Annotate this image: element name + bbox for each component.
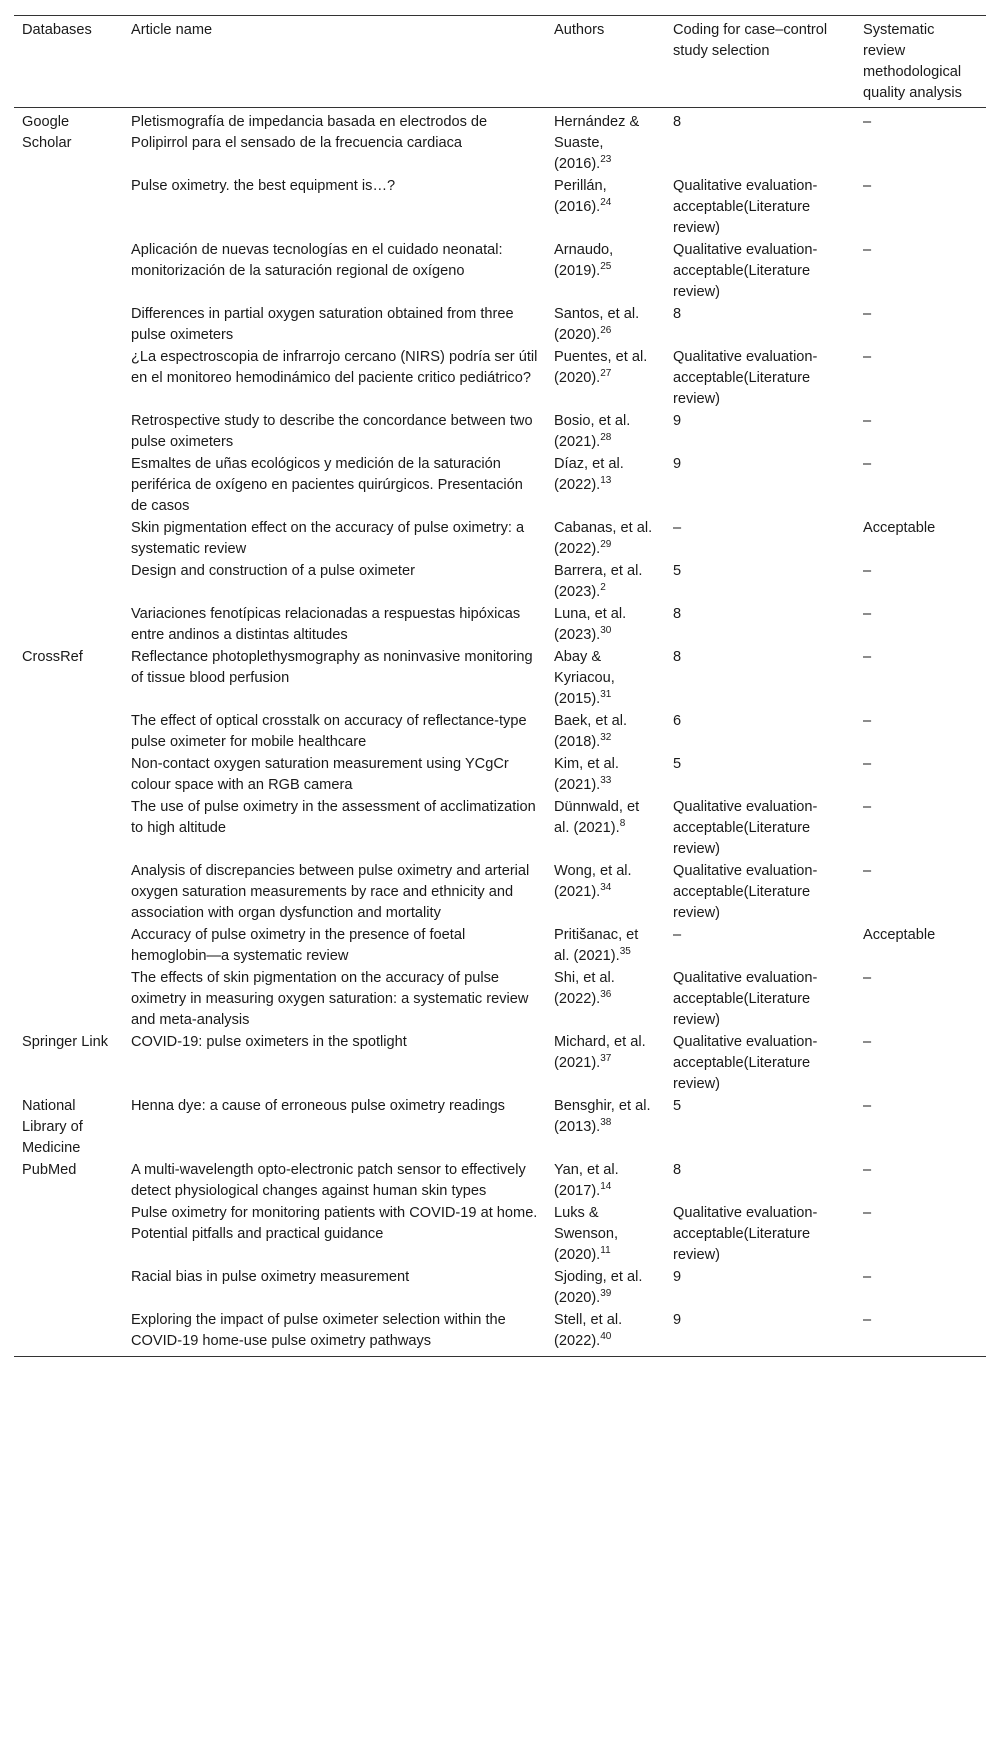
reference-number: 29 bbox=[600, 539, 612, 551]
authors-cell bbox=[546, 347, 665, 411]
table-row bbox=[14, 518, 986, 561]
table-row bbox=[14, 1160, 986, 1203]
coding-cell-text: 9 bbox=[673, 1312, 682, 1328]
coding-cell bbox=[665, 561, 855, 604]
quality-cell bbox=[855, 454, 986, 518]
header-article-name: Article name bbox=[123, 16, 546, 108]
authors-cell-text: Shi, et al. (2022). bbox=[554, 970, 615, 1007]
coding-cell bbox=[665, 240, 855, 304]
article-cell bbox=[123, 518, 546, 561]
article-cell-text: Accuracy of pulse oximetry in the presence of foetal hemoglobin—a systematic review bbox=[131, 927, 466, 964]
authors-cell-text: Stell, et al. (2022). bbox=[554, 1312, 623, 1349]
authors-cell bbox=[546, 925, 665, 968]
article-cell bbox=[123, 1267, 546, 1310]
quality-cell-text: – bbox=[863, 178, 872, 194]
coding-cell bbox=[665, 861, 855, 925]
article-cell bbox=[123, 1203, 546, 1267]
database-cell bbox=[14, 1203, 123, 1267]
reference-number: 35 bbox=[619, 946, 631, 958]
quality-cell bbox=[855, 108, 986, 177]
coding-cell bbox=[665, 1310, 855, 1357]
database-cell bbox=[14, 1096, 123, 1160]
quality-cell-text: – bbox=[863, 1162, 872, 1178]
database-cell bbox=[14, 925, 123, 968]
article-cell-text: Non-contact oxygen saturation measurement using YCgCr colour space with an RGB camera bbox=[131, 756, 509, 793]
reference-number: 39 bbox=[600, 1288, 612, 1300]
coding-cell-text: 9 bbox=[673, 1269, 682, 1285]
article-cell bbox=[123, 304, 546, 347]
reference-number: 31 bbox=[600, 689, 612, 701]
authors-cell-text: Cabanas, et al. (2022). bbox=[554, 520, 653, 557]
article-cell-text: Aplicación de nuevas tecnologías en el cuidado neonatal: monitorización de la saturación regional de oxígeno bbox=[131, 242, 503, 279]
quality-cell bbox=[855, 304, 986, 347]
coding-cell-text: Qualitative evaluation-acceptable(Literature review) bbox=[673, 242, 818, 300]
quality-cell bbox=[855, 797, 986, 861]
database-cell bbox=[14, 968, 123, 1032]
authors-cell bbox=[546, 518, 665, 561]
reference-number: 36 bbox=[600, 989, 612, 1001]
coding-cell-text: 5 bbox=[673, 756, 682, 772]
coding-cell bbox=[665, 108, 855, 177]
article-cell-text: Racial bias in pulse oximetry measurement bbox=[131, 1269, 410, 1285]
quality-cell bbox=[855, 1203, 986, 1267]
coding-cell-text: Qualitative evaluation-acceptable(Literature review) bbox=[673, 349, 818, 407]
coding-cell bbox=[665, 647, 855, 711]
coding-cell bbox=[665, 968, 855, 1032]
article-cell bbox=[123, 797, 546, 861]
article-cell bbox=[123, 108, 546, 177]
quality-cell-text: – bbox=[863, 1205, 872, 1221]
table-row bbox=[14, 925, 986, 968]
article-cell bbox=[123, 347, 546, 411]
authors-cell bbox=[546, 968, 665, 1032]
article-cell-text: Reflectance photoplethysmography as noninvasive monitoring of tissue blood perfusion bbox=[131, 649, 533, 686]
authors-cell-text: Bensghir, et al. (2013). bbox=[554, 1098, 651, 1135]
table-row bbox=[14, 711, 986, 754]
studies-table bbox=[14, 15, 986, 1357]
article-cell-text: Pulse oximetry. the best equipment is…? bbox=[131, 178, 396, 194]
reference-number: 24 bbox=[600, 197, 612, 209]
quality-cell bbox=[855, 711, 986, 754]
authors-cell-text: Dünnwald, et al. (2021). bbox=[554, 799, 640, 836]
quality-cell bbox=[855, 968, 986, 1032]
coding-cell bbox=[665, 754, 855, 797]
reference-number: 28 bbox=[600, 432, 612, 444]
authors-cell-text: Baek, et al. (2018). bbox=[554, 713, 628, 750]
coding-cell-text: Qualitative evaluation-acceptable(Literature review) bbox=[673, 1205, 818, 1263]
database-cell bbox=[14, 647, 123, 711]
article-cell bbox=[123, 604, 546, 647]
coding-cell bbox=[665, 925, 855, 968]
quality-cell bbox=[855, 925, 986, 968]
table-row bbox=[14, 797, 986, 861]
quality-cell bbox=[855, 1310, 986, 1357]
quality-cell bbox=[855, 1267, 986, 1310]
table-row bbox=[14, 968, 986, 1032]
reference-number: 30 bbox=[600, 625, 612, 637]
coding-cell-text: 8 bbox=[673, 1162, 682, 1178]
database-cell-text: National Library of Medicine bbox=[22, 1098, 83, 1156]
article-cell bbox=[123, 925, 546, 968]
quality-cell bbox=[855, 347, 986, 411]
database-cell bbox=[14, 108, 123, 177]
table-row bbox=[14, 454, 986, 518]
quality-cell-text: – bbox=[863, 1269, 872, 1285]
table-row bbox=[14, 1267, 986, 1310]
coding-cell bbox=[665, 176, 855, 240]
article-cell-text: Esmaltes de uñas ecológicos y medición de la saturación periférica de oxígeno en pacientes quirúrgicos. Presentación de casos bbox=[131, 456, 523, 514]
header-databases: Databases bbox=[14, 16, 123, 108]
article-cell-text: Variaciones fenotípicas relacionadas a respuestas hipóxicas entre andinos a distintas altitudes bbox=[131, 606, 521, 643]
authors-cell bbox=[546, 604, 665, 647]
authors-cell-text: Michard, et al. (2021). bbox=[554, 1034, 646, 1071]
quality-cell-text: – bbox=[863, 456, 872, 472]
article-cell bbox=[123, 647, 546, 711]
article-cell bbox=[123, 454, 546, 518]
authors-cell-text: Sjoding, et al. (2020). bbox=[554, 1269, 643, 1306]
table-row bbox=[14, 604, 986, 647]
database-cell-text: Google Scholar bbox=[22, 114, 72, 151]
authors-cell bbox=[546, 1160, 665, 1203]
quality-cell bbox=[855, 518, 986, 561]
article-cell-text: Design and construction of a pulse oximeter bbox=[131, 563, 415, 579]
database-cell bbox=[14, 240, 123, 304]
reference-number: 11 bbox=[600, 1245, 611, 1257]
coding-cell bbox=[665, 454, 855, 518]
article-cell-text: The effects of skin pigmentation on the accuracy of pulse oximetry in measuring oxygen saturation: a systematic review and meta-analysis bbox=[131, 970, 529, 1028]
database-cell bbox=[14, 754, 123, 797]
coding-cell-text: – bbox=[673, 927, 682, 943]
quality-cell-text: – bbox=[863, 756, 872, 772]
coding-cell bbox=[665, 347, 855, 411]
authors-cell-text: Kim, et al. (2021). bbox=[554, 756, 619, 793]
header-coding: Coding for case–control study selection bbox=[665, 16, 855, 108]
authors-cell bbox=[546, 647, 665, 711]
quality-cell-text: – bbox=[863, 1098, 872, 1114]
coding-cell-text: Qualitative evaluation-acceptable(Literature review) bbox=[673, 1034, 818, 1092]
coding-cell-text: 8 bbox=[673, 649, 682, 665]
table-body bbox=[14, 108, 986, 1357]
table-header bbox=[14, 16, 986, 108]
article-cell bbox=[123, 861, 546, 925]
coding-cell-text: 9 bbox=[673, 413, 682, 429]
coding-cell-text: Qualitative evaluation-acceptable(Literature review) bbox=[673, 970, 818, 1028]
authors-cell-text: Hernández & Suaste, (2016). bbox=[554, 114, 640, 172]
reference-number: 34 bbox=[600, 882, 612, 894]
coding-cell bbox=[665, 604, 855, 647]
quality-cell bbox=[855, 1160, 986, 1203]
quality-cell-text: – bbox=[863, 114, 872, 130]
quality-cell-text: – bbox=[863, 799, 872, 815]
article-cell bbox=[123, 754, 546, 797]
quality-cell bbox=[855, 604, 986, 647]
authors-cell-text: Puentes, et al. (2020). bbox=[554, 349, 648, 386]
coding-cell bbox=[665, 1032, 855, 1096]
authors-cell bbox=[546, 561, 665, 604]
coding-cell bbox=[665, 1203, 855, 1267]
authors-cell bbox=[546, 1032, 665, 1096]
authors-cell-text: Wong, et al. (2021). bbox=[554, 863, 632, 900]
table-row bbox=[14, 347, 986, 411]
authors-cell-text: Arnaudo, (2019). bbox=[554, 242, 614, 279]
quality-cell bbox=[855, 1096, 986, 1160]
article-cell bbox=[123, 968, 546, 1032]
reference-number: 38 bbox=[600, 1117, 612, 1129]
table-row bbox=[14, 108, 986, 177]
database-cell-text: CrossRef bbox=[22, 649, 83, 665]
database-cell bbox=[14, 411, 123, 454]
coding-cell bbox=[665, 1160, 855, 1203]
article-cell-text: Pulse oximetry for monitoring patients with COVID-19 at home. Potential pitfalls and practical guidance bbox=[131, 1205, 538, 1242]
quality-cell bbox=[855, 861, 986, 925]
authors-cell-text: Pritišanac, et al. (2021). bbox=[554, 927, 639, 964]
article-cell-text: Analysis of discrepancies between pulse oximetry and arterial oxygen saturation measurements by race and ethnicity and association with organ dysfunction and mortality bbox=[131, 863, 530, 921]
authors-cell-text: Díaz, et al. (2022). bbox=[554, 456, 624, 493]
authors-cell bbox=[546, 711, 665, 754]
reference-number: 40 bbox=[600, 1331, 612, 1343]
authors-cell bbox=[546, 1203, 665, 1267]
table-row bbox=[14, 1032, 986, 1096]
database-cell bbox=[14, 561, 123, 604]
coding-cell-text: – bbox=[673, 520, 682, 536]
reference-number: 13 bbox=[600, 475, 612, 487]
table-row bbox=[14, 1096, 986, 1160]
authors-cell bbox=[546, 454, 665, 518]
database-cell bbox=[14, 1267, 123, 1310]
database-cell bbox=[14, 1160, 123, 1203]
reference-number: 8 bbox=[619, 818, 626, 830]
article-cell-text: A multi-wavelength opto-electronic patch sensor to effectively detect physiological changes against human skin types bbox=[131, 1162, 526, 1199]
article-cell bbox=[123, 411, 546, 454]
coding-cell-text: 8 bbox=[673, 606, 682, 622]
authors-cell bbox=[546, 1310, 665, 1357]
article-cell bbox=[123, 1310, 546, 1357]
header-authors: Authors bbox=[546, 16, 665, 108]
table-row bbox=[14, 240, 986, 304]
coding-cell-text: 5 bbox=[673, 563, 682, 579]
article-cell-text: Henna dye: a cause of erroneous pulse oximetry readings bbox=[131, 1098, 505, 1114]
table-row bbox=[14, 1203, 986, 1267]
header-row bbox=[14, 16, 986, 108]
coding-cell-text: 9 bbox=[673, 456, 682, 472]
coding-cell bbox=[665, 518, 855, 561]
authors-cell-text: Yan, et al. (2017). bbox=[554, 1162, 619, 1199]
reference-number: 32 bbox=[600, 732, 612, 744]
table-row bbox=[14, 176, 986, 240]
article-cell bbox=[123, 711, 546, 754]
authors-cell bbox=[546, 240, 665, 304]
coding-cell bbox=[665, 711, 855, 754]
authors-cell-text: Luks & Swenson, (2020). bbox=[554, 1205, 619, 1263]
authors-cell bbox=[546, 1267, 665, 1310]
article-cell bbox=[123, 1160, 546, 1203]
article-cell bbox=[123, 1032, 546, 1096]
header-quality: Systematic review methodological quality analysis bbox=[855, 16, 986, 108]
table-row bbox=[14, 411, 986, 454]
article-cell-text: ¿La espectroscopia de infrarrojo cercano (NIRS) podría ser útil en el monitoreo hemodinámico del paciente critico pediátrico? bbox=[131, 349, 538, 386]
coding-cell bbox=[665, 411, 855, 454]
database-cell bbox=[14, 797, 123, 861]
quality-cell-text: – bbox=[863, 606, 872, 622]
quality-cell-text: – bbox=[863, 563, 872, 579]
article-cell-text: Exploring the impact of pulse oximeter selection within the COVID-19 home-use pulse oximetry pathways bbox=[131, 1312, 506, 1349]
reference-number: 2 bbox=[600, 582, 606, 594]
quality-cell-text: – bbox=[863, 242, 872, 258]
authors-cell-text: Luna, et al. (2023). bbox=[554, 606, 627, 643]
table-row bbox=[14, 1310, 986, 1357]
authors-cell bbox=[546, 411, 665, 454]
authors-cell-text: Barrera, et al. (2023). bbox=[554, 563, 643, 600]
quality-cell-text: – bbox=[863, 970, 872, 986]
document-page bbox=[14, 15, 986, 1357]
quality-cell bbox=[855, 240, 986, 304]
article-cell bbox=[123, 1096, 546, 1160]
coding-cell bbox=[665, 304, 855, 347]
database-cell bbox=[14, 1032, 123, 1096]
coding-cell-text: 5 bbox=[673, 1098, 682, 1114]
database-cell bbox=[14, 176, 123, 240]
quality-cell bbox=[855, 754, 986, 797]
table-row bbox=[14, 561, 986, 604]
quality-cell-text: – bbox=[863, 649, 872, 665]
database-cell bbox=[14, 304, 123, 347]
reference-number: 23 bbox=[600, 154, 612, 166]
article-cell bbox=[123, 240, 546, 304]
database-cell bbox=[14, 518, 123, 561]
database-cell bbox=[14, 861, 123, 925]
coding-cell-text: 8 bbox=[673, 306, 682, 322]
coding-cell-text: Qualitative evaluation-acceptable(Literature review) bbox=[673, 178, 818, 236]
coding-cell bbox=[665, 1267, 855, 1310]
authors-cell-text: Perillán, (2016). bbox=[554, 178, 607, 215]
database-cell-text: PubMed bbox=[22, 1162, 77, 1178]
quality-cell-text: – bbox=[863, 413, 872, 429]
article-cell-text: Differences in partial oxygen saturation obtained from three pulse oximeters bbox=[131, 306, 514, 343]
article-cell-text: The effect of optical crosstalk on accuracy of reflectance-type pulse oximeter for mobile healthcare bbox=[131, 713, 527, 750]
article-cell-text: COVID-19: pulse oximeters in the spotlight bbox=[131, 1034, 407, 1050]
database-cell bbox=[14, 604, 123, 647]
authors-cell bbox=[546, 176, 665, 240]
quality-cell-text: Acceptable bbox=[863, 927, 936, 943]
article-cell-text: Retrospective study to describe the concordance between two pulse oximeters bbox=[131, 413, 533, 450]
article-cell-text: The use of pulse oximetry in the assessment of acclimatization to high altitude bbox=[131, 799, 536, 836]
authors-cell bbox=[546, 1096, 665, 1160]
coding-cell-text: Qualitative evaluation-acceptable(Literature review) bbox=[673, 799, 818, 857]
article-cell bbox=[123, 176, 546, 240]
table-row bbox=[14, 304, 986, 347]
table-row bbox=[14, 754, 986, 797]
reference-number: 26 bbox=[600, 325, 612, 337]
quality-cell bbox=[855, 1032, 986, 1096]
coding-cell bbox=[665, 797, 855, 861]
database-cell-text: Springer Link bbox=[22, 1034, 108, 1050]
authors-cell-text: Bosio, et al. (2021). bbox=[554, 413, 631, 450]
reference-number: 27 bbox=[600, 368, 612, 380]
coding-cell-text: 6 bbox=[673, 713, 682, 729]
reference-number: 25 bbox=[600, 261, 612, 273]
database-cell bbox=[14, 347, 123, 411]
authors-cell bbox=[546, 754, 665, 797]
authors-cell bbox=[546, 304, 665, 347]
coding-cell bbox=[665, 1096, 855, 1160]
quality-cell-text: – bbox=[863, 349, 872, 365]
quality-cell bbox=[855, 411, 986, 454]
coding-cell-text: 8 bbox=[673, 114, 682, 130]
reference-number: 33 bbox=[600, 775, 612, 787]
article-cell-text: Skin pigmentation effect on the accuracy of pulse oximetry: a systematic review bbox=[131, 520, 525, 557]
quality-cell-text: Acceptable bbox=[863, 520, 936, 536]
database-cell bbox=[14, 711, 123, 754]
authors-cell-text: Santos, et al. (2020). bbox=[554, 306, 640, 343]
authors-cell-text: Abay & Kyriacou, (2015). bbox=[554, 649, 615, 707]
table-row bbox=[14, 647, 986, 711]
quality-cell-text: – bbox=[863, 1312, 872, 1328]
database-cell bbox=[14, 1310, 123, 1357]
quality-cell bbox=[855, 176, 986, 240]
article-cell-text: Pletismografía de impedancia basada en electrodos de Polipirrol para el sensado de la frecuencia cardiaca bbox=[131, 114, 488, 151]
quality-cell-text: – bbox=[863, 1034, 872, 1050]
quality-cell-text: – bbox=[863, 306, 872, 322]
reference-number: 14 bbox=[600, 1181, 612, 1193]
authors-cell bbox=[546, 797, 665, 861]
database-cell bbox=[14, 454, 123, 518]
table-row bbox=[14, 861, 986, 925]
reference-number: 37 bbox=[600, 1053, 612, 1065]
quality-cell-text: – bbox=[863, 713, 872, 729]
coding-cell-text: Qualitative evaluation-acceptable(Literature review) bbox=[673, 863, 818, 921]
authors-cell bbox=[546, 861, 665, 925]
article-cell bbox=[123, 561, 546, 604]
quality-cell-text: – bbox=[863, 863, 872, 879]
quality-cell bbox=[855, 647, 986, 711]
quality-cell bbox=[855, 561, 986, 604]
authors-cell bbox=[546, 108, 665, 177]
